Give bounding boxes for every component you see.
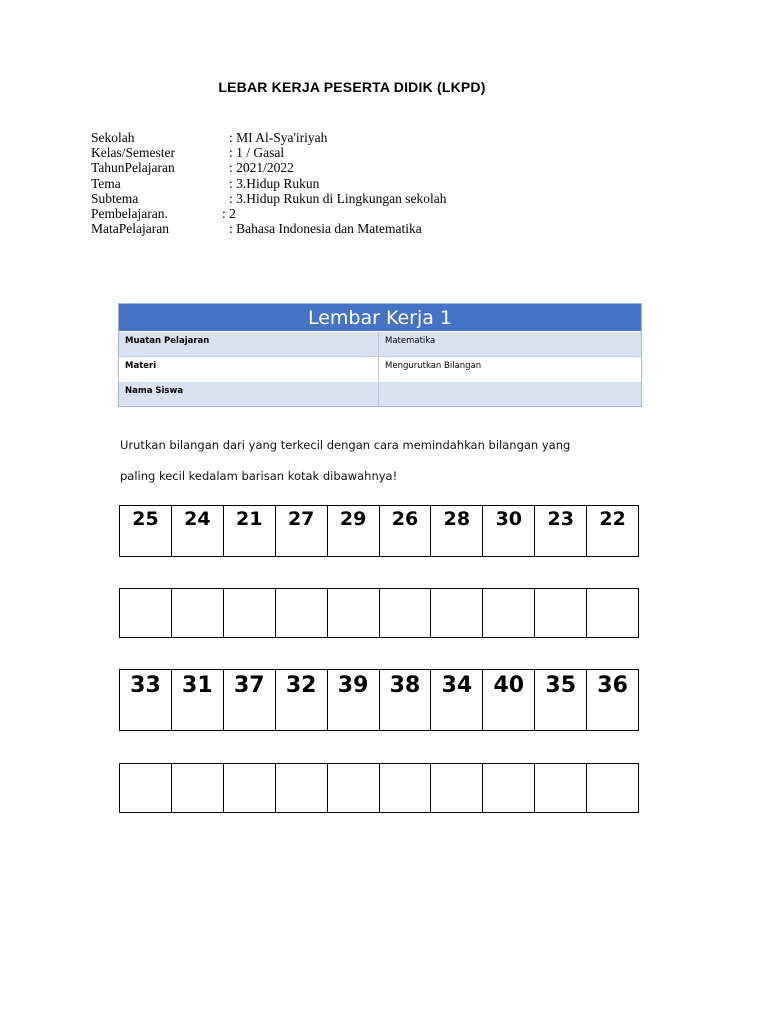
meta-label: Sekolah <box>91 130 135 145</box>
number-box[interactable]: 37 <box>224 670 276 730</box>
meta-value: : MI Al-Sya'iriyah <box>229 130 328 145</box>
number-box[interactable]: 29 <box>328 506 380 556</box>
meta-value: : 1 / Gasal <box>229 145 285 161</box>
answer-box[interactable] <box>380 589 432 637</box>
answer-box[interactable] <box>431 764 483 812</box>
meta-value: : Bahasa Indonesia dan Matematika <box>229 221 422 237</box>
answer-box[interactable] <box>380 764 432 812</box>
answer-box[interactable] <box>120 764 172 812</box>
answer-box[interactable] <box>587 589 638 637</box>
number-box[interactable]: 35 <box>535 670 587 730</box>
number-box[interactable]: 32 <box>276 670 328 730</box>
answer-box[interactable] <box>483 764 535 812</box>
meta-label: MataPelajaran <box>91 221 169 237</box>
answer-box[interactable] <box>535 764 587 812</box>
answer-box[interactable] <box>483 589 535 637</box>
lembar-value: Matematika <box>385 336 436 346</box>
meta-label: Kelas/Semester <box>91 145 175 161</box>
answer-box[interactable] <box>328 589 380 637</box>
answer-box[interactable] <box>328 764 380 812</box>
meta-value: : 2 <box>222 205 236 221</box>
lembar-kerja-table <box>118 303 642 407</box>
number-box[interactable]: 31 <box>172 670 224 730</box>
number-box[interactable]: 38 <box>380 670 432 730</box>
lembar-row-materi <box>119 356 641 381</box>
answer-box[interactable] <box>431 589 483 637</box>
number-box[interactable]: 22 <box>599 508 626 530</box>
answer-box[interactable] <box>276 589 328 637</box>
meta-label: TahunPelajaran <box>91 160 175 176</box>
number-box[interactable]: 30 <box>483 506 535 556</box>
lembar-value: Mengurutkan Bilangan <box>385 361 482 371</box>
number-box[interactable]: 23 <box>535 506 587 556</box>
lembar-kerja-heading: Lembar Kerja 1 <box>119 304 641 331</box>
answer-box[interactable] <box>172 589 224 637</box>
lembar-row-muatan <box>119 331 641 356</box>
number-box[interactable]: 26 <box>380 506 432 556</box>
answer-box[interactable] <box>535 589 587 637</box>
number-box[interactable]: 24 <box>172 506 224 556</box>
answer-box[interactable] <box>172 764 224 812</box>
number-box[interactable]: 40 <box>483 670 535 730</box>
lembar-label: Muatan Pelajaran <box>119 332 379 356</box>
numbers-grid-1 <box>119 505 639 557</box>
answer-box[interactable] <box>276 764 328 812</box>
instruction-line-1: Urutkan bilangan dari yang terkecil dengan cara memindahkan bilangan yang <box>120 438 571 452</box>
lembar-row-nama <box>119 381 641 406</box>
meta-value: : 3.Hidup Rukun di Lingkungan sekolah <box>229 190 447 206</box>
meta-label: Pembelajaran. <box>91 205 168 221</box>
meta-value: : 2021/2022 <box>229 160 294 176</box>
nama-siswa-field[interactable] <box>379 382 641 406</box>
answer-grid-2 <box>119 763 639 813</box>
answer-box[interactable] <box>224 764 276 812</box>
meta-value: : 3.Hidup Rukun <box>229 175 320 191</box>
number-box[interactable]: 39 <box>328 670 380 730</box>
document-title: LEBAR KERJA PESERTA DIDIK (LKPD) <box>218 79 486 95</box>
answer-box[interactable] <box>224 589 276 637</box>
number-box[interactable]: 33 <box>120 670 172 730</box>
number-box[interactable]: 28 <box>431 506 483 556</box>
lembar-label: Nama Siswa <box>119 382 379 406</box>
lembar-label: Materi <box>119 357 379 381</box>
number-box[interactable]: 36 <box>597 673 628 698</box>
number-box[interactable]: 27 <box>276 506 328 556</box>
instruction-line-2: paling kecil kedalam barisan kotak dibawahnya! <box>120 469 398 483</box>
answer-box[interactable] <box>120 589 172 637</box>
number-box[interactable]: 34 <box>431 670 483 730</box>
number-box[interactable]: 21 <box>224 506 276 556</box>
number-box[interactable]: 25 <box>120 506 172 556</box>
answer-box[interactable] <box>587 764 638 812</box>
answer-grid-1 <box>119 588 639 638</box>
numbers-grid-2 <box>119 669 639 731</box>
meta-label: Tema <box>91 175 121 191</box>
meta-label: Subtema <box>91 190 139 206</box>
